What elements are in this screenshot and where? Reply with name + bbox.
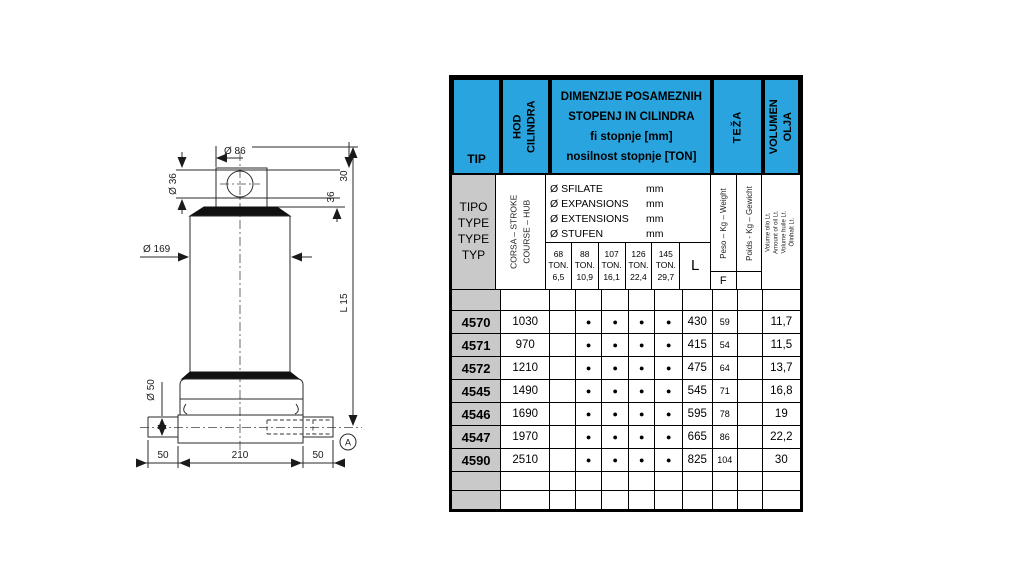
- volume-cell: [763, 290, 800, 310]
- stage-column-header: [626, 243, 653, 289]
- stage-unit: TON.: [574, 260, 595, 271]
- weight-cell: 59: [713, 311, 739, 333]
- stage-dot-cell: [655, 290, 683, 310]
- volume-cell: [763, 472, 800, 490]
- legend-unit: mm: [646, 213, 664, 225]
- stroke-label-line2: COURSE – HUB: [521, 200, 532, 264]
- stage-dot-cell: [550, 403, 576, 425]
- length-column-label: L: [690, 257, 700, 275]
- stage-dot-cell: ●: [602, 311, 629, 333]
- header-stroke: [501, 78, 550, 175]
- stage-dot-cell: ●: [576, 334, 603, 356]
- weight-cell: 71: [713, 380, 739, 402]
- stage-dot-cell: ●: [576, 403, 603, 425]
- legend-unit: mm: [646, 228, 664, 240]
- stage-dot-cell: [550, 472, 576, 490]
- weight-secondary-cell: [738, 380, 763, 402]
- legend-label: Ø EXPANSIONS: [550, 198, 629, 210]
- hidden-lug-hole: [267, 420, 330, 434]
- lower-collar: [182, 372, 299, 379]
- stage-dot-cell: ●: [629, 311, 656, 333]
- volume-cell: 16,8: [770, 385, 793, 397]
- header-stroke-line2: CILINDRA: [525, 100, 538, 153]
- oil-volume-line4: Ölinhalt Lt.: [790, 217, 797, 247]
- stroke-label-line1: CORSA – STROKE: [508, 194, 519, 270]
- weight-cell: [713, 290, 739, 310]
- stage-dot-cell: [550, 290, 576, 310]
- volume-cell: 19: [774, 408, 788, 420]
- stage-column-header: [652, 243, 680, 289]
- volume-cell: 13,7: [770, 362, 793, 374]
- stage-capacity: 16,1: [603, 271, 620, 282]
- type-cell: 4545: [452, 380, 501, 402]
- spec-table: [449, 75, 803, 512]
- subheader-weight: [711, 175, 762, 289]
- stage-dot-cell: ●: [602, 334, 629, 356]
- type-cell: [452, 491, 501, 509]
- type-cell: [452, 472, 501, 490]
- stage-dot-cell: [576, 472, 603, 490]
- stroke-cell: 2510: [501, 449, 550, 471]
- type-label-fr: TYPE: [457, 232, 490, 246]
- stage-dot-cell: [576, 491, 603, 509]
- volume-cell: 11,5: [770, 339, 793, 351]
- oil-volume-line1: Volume olio Lt.: [765, 212, 772, 252]
- stage-dot-cell: ●: [655, 426, 683, 448]
- dim-label-top-diameter: Ø 86: [224, 146, 246, 157]
- weight-cell: [713, 472, 739, 490]
- stage-dot-cell: ●: [629, 357, 656, 379]
- header-oil-volume-label: [768, 99, 796, 154]
- weight-secondary-cell: [738, 472, 763, 490]
- length-cell: 545: [683, 380, 713, 402]
- stage-diameter: 145: [658, 249, 673, 260]
- dim-label-length: L 15: [339, 293, 350, 313]
- oil-volume-label: [765, 210, 797, 253]
- weight-cell: 78: [713, 403, 739, 425]
- type-cell: [452, 290, 501, 310]
- stage-diameter: 88: [580, 249, 590, 260]
- table-row-empty: [452, 491, 800, 509]
- legend-line: [550, 227, 710, 242]
- stroke-cell: 1490: [501, 380, 550, 402]
- volume-cell: 22,2: [770, 431, 793, 443]
- stage-diameter: 126: [631, 249, 646, 260]
- length-cell: 825: [683, 449, 713, 471]
- outer-tube: [180, 379, 303, 415]
- header-dimensions: [550, 78, 712, 175]
- stage-capacity: 29,7: [657, 271, 675, 282]
- stage-dot-cell: [550, 449, 576, 471]
- stage-dot-cell: ●: [629, 334, 656, 356]
- stage-dot-cell: [629, 472, 656, 490]
- mounting-lugs: [148, 417, 333, 437]
- length-cell: [683, 491, 713, 509]
- length-cell: 415: [683, 334, 713, 356]
- weight-labels: [711, 175, 761, 271]
- weight-cell: [713, 491, 739, 509]
- table-row: [452, 380, 800, 403]
- table-row: [452, 357, 800, 380]
- dim-label-30: 30: [339, 170, 350, 182]
- weight-empty-cell: [737, 272, 762, 289]
- legend-line: [550, 197, 710, 212]
- stage-dot-cell: [655, 472, 683, 490]
- stage-dot-cell: [576, 290, 603, 310]
- subheader-dimensions: [546, 175, 711, 289]
- length-cell: [683, 472, 713, 490]
- stage-unit: TON.: [628, 260, 649, 271]
- weight-secondary-cell: [738, 290, 763, 310]
- stroke-cell: 1030: [501, 311, 550, 333]
- header-volume-line2: OLJA: [781, 111, 794, 142]
- volume-cell: 11,7: [770, 316, 793, 328]
- stage-dot-cell: ●: [576, 449, 603, 471]
- stage-dot-cell: ●: [629, 403, 656, 425]
- stage-dot-cell: [550, 334, 576, 356]
- stage-dot-cell: ●: [629, 380, 656, 402]
- header-tip: [452, 78, 501, 175]
- weight-cell: 104: [713, 449, 739, 471]
- legend-line: [550, 182, 710, 197]
- stroke-cell: 1970: [501, 426, 550, 448]
- stage-diameter: 68: [553, 249, 564, 260]
- stage-column-header: [572, 243, 599, 289]
- header-dim-line3: fi stopnje [mm]: [590, 130, 673, 143]
- stage-dot-cell: ●: [576, 426, 603, 448]
- dim-label-base-mid: 210: [231, 450, 249, 461]
- length-cell: 430: [683, 311, 713, 333]
- stage-dot-cell: ●: [576, 357, 603, 379]
- dim-label-body-diameter: Ø 169: [143, 244, 171, 255]
- header-tip-label: TIP: [467, 152, 486, 166]
- stage-capacity: 6,5: [552, 271, 565, 282]
- stage-unit: TON.: [655, 260, 676, 271]
- dim-label-eye-diameter: Ø 36: [168, 173, 179, 195]
- type-cell: 4546: [452, 403, 501, 425]
- table-subheader-row: [452, 175, 800, 290]
- volume-cell: [763, 491, 800, 509]
- stage-dot-cell: [550, 380, 576, 402]
- stage-dot-cell: [550, 357, 576, 379]
- stage-capacity: 10,9: [576, 271, 594, 282]
- header-dim-line2: STOPENJ IN CILINDRA: [568, 110, 695, 123]
- weight-label-poids: [737, 175, 762, 271]
- weight-f-cell: F: [711, 272, 737, 289]
- stage-diameter: 107: [604, 249, 619, 260]
- legend-label: Ø SFILATE: [550, 183, 603, 195]
- type-label-en: TYPE: [457, 216, 490, 231]
- stage-dot-cell: ●: [655, 334, 683, 356]
- header-weight-label: TEŽA: [731, 110, 744, 143]
- subheader-type: [452, 175, 496, 289]
- type-cell: 4547: [452, 426, 501, 448]
- table-body: [452, 290, 800, 509]
- stage-dot-cell: [550, 311, 576, 333]
- stage-dot-cell: ●: [655, 380, 683, 402]
- stage-dot-cell: [602, 491, 629, 509]
- weight-label-poids-text: Poids - Kg – Gewicht: [745, 185, 755, 261]
- stage-dot-cell: ●: [602, 380, 629, 402]
- stage-diameter-legend: [546, 175, 710, 243]
- stage-capacity: 22,4: [630, 271, 647, 282]
- type-cell: 4571: [452, 334, 501, 356]
- stage-dot-cell: ●: [576, 380, 603, 402]
- volume-cell: 30: [774, 454, 788, 466]
- stroke-cell: [501, 491, 550, 509]
- legend-unit: mm: [646, 183, 664, 195]
- weight-label-peso: [711, 175, 737, 271]
- dim-label-lug-diameter: Ø 50: [146, 379, 157, 401]
- stage-dot-cell: ●: [602, 449, 629, 471]
- weight-label-peso-text: Peso – Kg – Weight: [719, 187, 728, 259]
- weight-secondary-cell: [738, 403, 763, 425]
- stage-dot-cell: [550, 426, 576, 448]
- stage-dot-cell: ●: [629, 449, 656, 471]
- length-column-header: [680, 243, 710, 289]
- cylinder-head-outline: [216, 168, 267, 207]
- weight-secondary-cell: [738, 357, 763, 379]
- table-row: [452, 403, 800, 426]
- table-row: [452, 334, 800, 357]
- length-cell: 665: [683, 426, 713, 448]
- weight-cell: 54: [713, 334, 739, 356]
- weight-secondary-cell: [738, 311, 763, 333]
- stage-unit: TON.: [548, 260, 569, 271]
- header-stroke-label: [512, 100, 540, 153]
- stage-dot-cell: [629, 290, 656, 310]
- stage-dot-cell: ●: [655, 449, 683, 471]
- stage-dot-cell: [602, 472, 629, 490]
- length-cell: 595: [683, 403, 713, 425]
- weight-secondary-cell: [738, 334, 763, 356]
- stage-dot-cell: ●: [629, 426, 656, 448]
- stroke-label: [508, 195, 534, 269]
- type-cell: 4572: [452, 357, 501, 379]
- weight-secondary-cell: [738, 449, 763, 471]
- table-row: [452, 311, 800, 334]
- header-dim-line1: DIMENZIJE POSAMEZNIH: [560, 90, 702, 103]
- stage-dot-cell: ●: [576, 311, 603, 333]
- stage-dot-cell: [629, 491, 656, 509]
- stage-dot-cell: [655, 491, 683, 509]
- header-dim-line4: nosilnost stopnje [TON]: [566, 150, 697, 163]
- oil-volume-line2: Amount of oil Lt.: [773, 210, 780, 254]
- weight-secondary-cell: [738, 491, 763, 509]
- legend-label: Ø STUFEN: [550, 228, 604, 240]
- dim-label-base-left: 50: [157, 450, 169, 461]
- type-label-si: TIPO: [459, 200, 488, 215]
- stage-unit: TON.: [601, 260, 622, 271]
- header-volume-line1: VOLUMEN: [767, 99, 780, 154]
- table-row: [452, 426, 800, 449]
- stage-dot-cell: ●: [602, 426, 629, 448]
- subheader-oil-volume: [762, 175, 800, 289]
- type-cell: 4590: [452, 449, 501, 471]
- legend-label: Ø EXTENSIONS: [550, 213, 629, 225]
- table-row-empty: [452, 290, 800, 311]
- weight-secondary-cell: [738, 426, 763, 448]
- dim-label-36: 36: [326, 191, 337, 203]
- stage-dot-cell: [602, 290, 629, 310]
- type-cell: 4570: [452, 311, 501, 333]
- type-label-de: TYP: [461, 247, 486, 262]
- table-row-empty: [452, 472, 800, 491]
- legend-unit: mm: [646, 198, 664, 210]
- stage-dot-cell: [550, 491, 576, 509]
- stage-column-header: [599, 243, 626, 289]
- weight-cell: 86: [713, 426, 739, 448]
- stage-dot-cell: ●: [602, 357, 629, 379]
- stroke-cell: [501, 290, 550, 310]
- header-oil-volume: [763, 78, 800, 175]
- weight-sub-row: [711, 271, 761, 289]
- subheader-stroke: [496, 175, 546, 289]
- stroke-cell: 1210: [501, 357, 550, 379]
- table-row: [452, 449, 800, 472]
- base-block: [178, 415, 303, 443]
- dim-label-base-right: 50: [312, 450, 324, 461]
- stage-columns-row: [546, 243, 710, 289]
- stage-dot-cell: ●: [655, 311, 683, 333]
- weight-cell: 64: [713, 357, 739, 379]
- stage-dot-cell: ●: [655, 357, 683, 379]
- top-collar: [190, 207, 290, 216]
- stage-column-header: [546, 243, 572, 289]
- length-cell: 475: [683, 357, 713, 379]
- stage-dot-cell: ●: [602, 403, 629, 425]
- table-header-row: [452, 78, 800, 175]
- stroke-cell: 970: [501, 334, 550, 356]
- length-cell: [683, 290, 713, 310]
- oil-volume-line3: Volume huile Lt.: [782, 210, 789, 254]
- stage-dot-cell: ●: [655, 403, 683, 425]
- header-weight: [712, 78, 762, 175]
- stroke-cell: [501, 472, 550, 490]
- datum-label: A: [344, 437, 352, 448]
- stroke-cell: 1690: [501, 403, 550, 425]
- legend-line: [550, 212, 710, 227]
- weld-marks: [184, 404, 299, 414]
- header-stroke-line1: HOD: [512, 114, 525, 139]
